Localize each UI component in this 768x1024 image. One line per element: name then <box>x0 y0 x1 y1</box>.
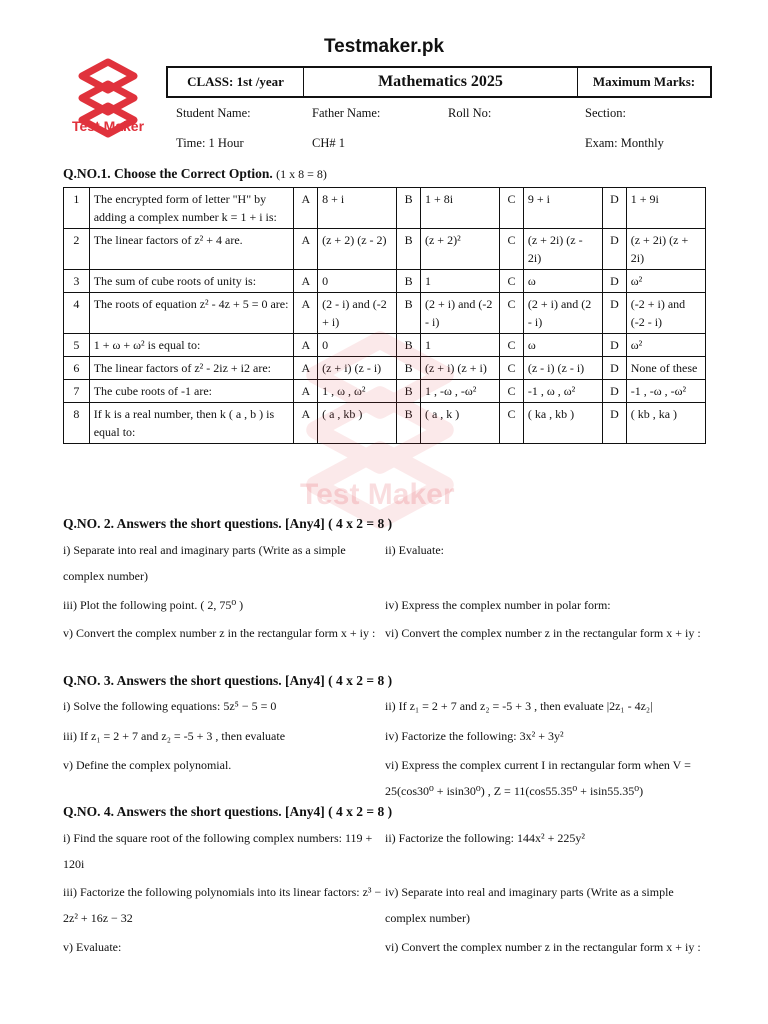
question-text: The linear factors of z² + 4 are. <box>89 229 294 270</box>
q3-part-v: v) Define the complex polynomial. <box>63 758 232 772</box>
q4-part-iii: iii) Factorize the following polynomials into its linear factors: z³ − 2z² + 16z − 32 <box>63 885 382 925</box>
q3-part-i: i) Solve the following equations: 5z⁵ − 5 = 0 <box>63 699 277 713</box>
question-number: 2 <box>64 229 90 270</box>
father-name-label: Father Name: <box>312 106 381 120</box>
question-number: 3 <box>64 270 90 293</box>
option-b: ( a , k ) <box>420 403 499 444</box>
watermark-text: Test Maker <box>300 478 455 511</box>
option-letter-d: D <box>603 380 627 403</box>
question-number: 5 <box>64 334 90 357</box>
option-a: (z + i) (z - i) <box>318 357 397 380</box>
q4-title: Q.NO. 4. Answers the short questions. [Any4] ( 4 x 2 = 8 ) <box>63 804 393 819</box>
student-name-label: Student Name: <box>176 106 251 120</box>
option-b: (z + i) (z + i) <box>420 357 499 380</box>
option-letter-d: D <box>603 357 627 380</box>
q2-part-ii: ii) Evaluate: <box>385 543 444 557</box>
option-a: 0 <box>318 334 397 357</box>
option-letter-b: B <box>397 380 421 403</box>
option-letter-d: D <box>603 270 627 293</box>
q2-title: Q.NO. 2. Answers the short questions. [Any4] ( 4 x 2 = 8 ) <box>63 516 393 531</box>
option-letter-c: C <box>500 334 524 357</box>
section-label: Section: <box>585 106 626 120</box>
time-label: Time: 1 Hour <box>176 136 244 150</box>
exam-type-label: Exam: Monthly <box>585 136 664 150</box>
class-label: CLASS: 1st /year <box>168 68 304 96</box>
option-c: ω <box>523 270 602 293</box>
q1-heading <box>63 166 327 182</box>
option-c: (2 + i) and (2 - i) <box>523 293 602 334</box>
option-letter-a: A <box>294 229 318 270</box>
option-b: (z + 2)² <box>420 229 499 270</box>
q4-part-ii: ii) Factorize the following: 144x² + 225y² <box>385 831 585 845</box>
option-letter-c: C <box>500 380 524 403</box>
option-c: 9 + i <box>523 188 602 229</box>
question-number: 1 <box>64 188 90 229</box>
question-number: 7 <box>64 380 90 403</box>
option-letter-d: D <box>603 229 627 270</box>
option-d: ( kb , ka ) <box>626 403 705 444</box>
q2-part-v: v) Convert the complex number z in the rectangular form x + iy : <box>63 626 376 640</box>
q3-part-ii: ii) If z₁ = 2 + 7 and z₂ = -5 + 3 , then evaluate |2z₁ - 4z₂| <box>385 699 653 713</box>
site-title: Testmaker.pk <box>323 36 445 57</box>
mcq-row <box>64 229 706 270</box>
option-letter-b: B <box>397 270 421 293</box>
q1-title: Q.NO.1. Choose the Correct Option. <box>63 166 273 181</box>
question-number: 6 <box>64 357 90 380</box>
logo-text: Test Maker <box>71 118 145 134</box>
q3-part-iv: iv) Factorize the following: 3x² + 3y² <box>385 729 564 743</box>
option-b: 1 , -ω , -ω² <box>420 380 499 403</box>
option-letter-c: C <box>500 229 524 270</box>
question-text: The sum of cube roots of unity is: <box>89 270 294 293</box>
option-a: 1 , ω , ω² <box>318 380 397 403</box>
mcq-row <box>64 334 706 357</box>
option-letter-c: C <box>500 188 524 229</box>
option-d: -1 , -ω , -ω² <box>626 380 705 403</box>
q4-part-v: v) Evaluate: <box>63 940 122 954</box>
option-letter-d: D <box>603 293 627 334</box>
max-marks-label: Maximum Marks: <box>592 74 696 89</box>
option-letter-c: C <box>500 357 524 380</box>
option-d: ω² <box>626 334 705 357</box>
option-letter-c: C <box>500 293 524 334</box>
option-letter-b: B <box>397 293 421 334</box>
option-b: (2 + i) and (-2 - i) <box>420 293 499 334</box>
exam-header <box>166 66 712 98</box>
option-letter-d: D <box>603 188 627 229</box>
option-letter-a: A <box>294 270 318 293</box>
option-c: (z + 2i) (z - 2i) <box>523 229 602 270</box>
option-letter-d: D <box>603 403 627 444</box>
option-letter-a: A <box>294 403 318 444</box>
option-letter-a: A <box>294 334 318 357</box>
option-letter-b: B <box>397 188 421 229</box>
q2-part-i: i) Separate into real and imaginary parts (Write as a simple complex number) <box>63 543 346 583</box>
q1-marks: (1 x 8 = 8) <box>276 167 327 181</box>
mcq-row <box>64 403 706 444</box>
mcq-row <box>64 293 706 334</box>
option-c: -1 , ω , ω² <box>523 380 602 403</box>
mcq-row <box>64 270 706 293</box>
question-text: The roots of equation z² - 4z + 5 = 0 are: <box>89 293 294 334</box>
option-letter-b: B <box>397 403 421 444</box>
option-letter-a: A <box>294 380 318 403</box>
mcq-table <box>63 187 706 444</box>
option-letter-a: A <box>294 293 318 334</box>
mcq-row <box>64 380 706 403</box>
q4-part-i: i) Find the square root of the following complex numbers: 119 + 120i <box>63 831 373 871</box>
q4-part-iv: iv) Separate into real and imaginary parts (Write as a simple complex number) <box>385 885 674 925</box>
q2-part-iii: iii) Plot the following point. ( 2, 75⁰ ) <box>63 598 244 612</box>
q4-part-vi: vi) Convert the complex number z in the rectangular form x + iy : <box>385 940 701 954</box>
option-a: 0 <box>318 270 397 293</box>
option-a: ( a , kb ) <box>318 403 397 444</box>
option-letter-c: C <box>500 270 524 293</box>
question-text: The encrypted form of letter "H" by adding a complex number k = 1 + i is: <box>89 188 294 229</box>
option-letter-d: D <box>603 334 627 357</box>
option-letter-a: A <box>294 357 318 380</box>
roll-no-label: Roll No: <box>448 106 492 120</box>
mcq-row <box>64 357 706 380</box>
option-c: (z - i) (z - i) <box>523 357 602 380</box>
option-a: (z + 2) (z - 2) <box>318 229 397 270</box>
question-text: 1 + ω + ω² is equal to: <box>89 334 294 357</box>
option-a: 8 + i <box>318 188 397 229</box>
chapter-label: CH# 1 <box>312 136 345 150</box>
option-d: (-2 + i) and (-2 - i) <box>626 293 705 334</box>
subject-title: Mathematics 2025 <box>304 68 578 96</box>
option-d: (z + 2i) (z + 2i) <box>626 229 705 270</box>
option-b: 1 <box>420 334 499 357</box>
question-number: 8 <box>64 403 90 444</box>
option-letter-b: B <box>397 334 421 357</box>
option-letter-b: B <box>397 357 421 380</box>
q3-part-vi: vi) Express the complex current I in rectangular form when V = 25(cos30⁰ + isin30⁰) , Z = 11(cos55.35⁰ + isin55.35⁰) <box>385 758 691 798</box>
question-number: 4 <box>64 293 90 334</box>
q3-part-iii: iii) If z₁ = 2 + 7 and z₂ = -5 + 3 , then evaluate <box>63 729 286 743</box>
option-a: (2 - i) and (-2 + i) <box>318 293 397 334</box>
q2-part-iv: iv) Express the complex number in polar form: <box>385 598 611 612</box>
question-text: The linear factors of z² - 2iz + i2 are: <box>89 357 294 380</box>
option-b: 1 <box>420 270 499 293</box>
option-d: None of these <box>626 357 705 380</box>
q3-title: Q.NO. 3. Answers the short questions. [Any4] ( 4 x 2 = 8 ) <box>63 673 393 688</box>
option-letter-b: B <box>397 229 421 270</box>
option-letter-c: C <box>500 403 524 444</box>
option-letter-a: A <box>294 188 318 229</box>
question-text: The cube roots of -1 are: <box>89 380 294 403</box>
option-c: ω <box>523 334 602 357</box>
question-text: If k is a real number, then k ( a , b ) is equal to: <box>89 403 294 444</box>
option-d: 1 + 9i <box>626 188 705 229</box>
option-b: 1 + 8i <box>420 188 499 229</box>
q2-part-vi: vi) Convert the complex number z in the rectangular form x + iy : <box>385 626 701 640</box>
mcq-row <box>64 188 706 229</box>
option-d: ω² <box>626 270 705 293</box>
option-c: ( ka , kb ) <box>523 403 602 444</box>
